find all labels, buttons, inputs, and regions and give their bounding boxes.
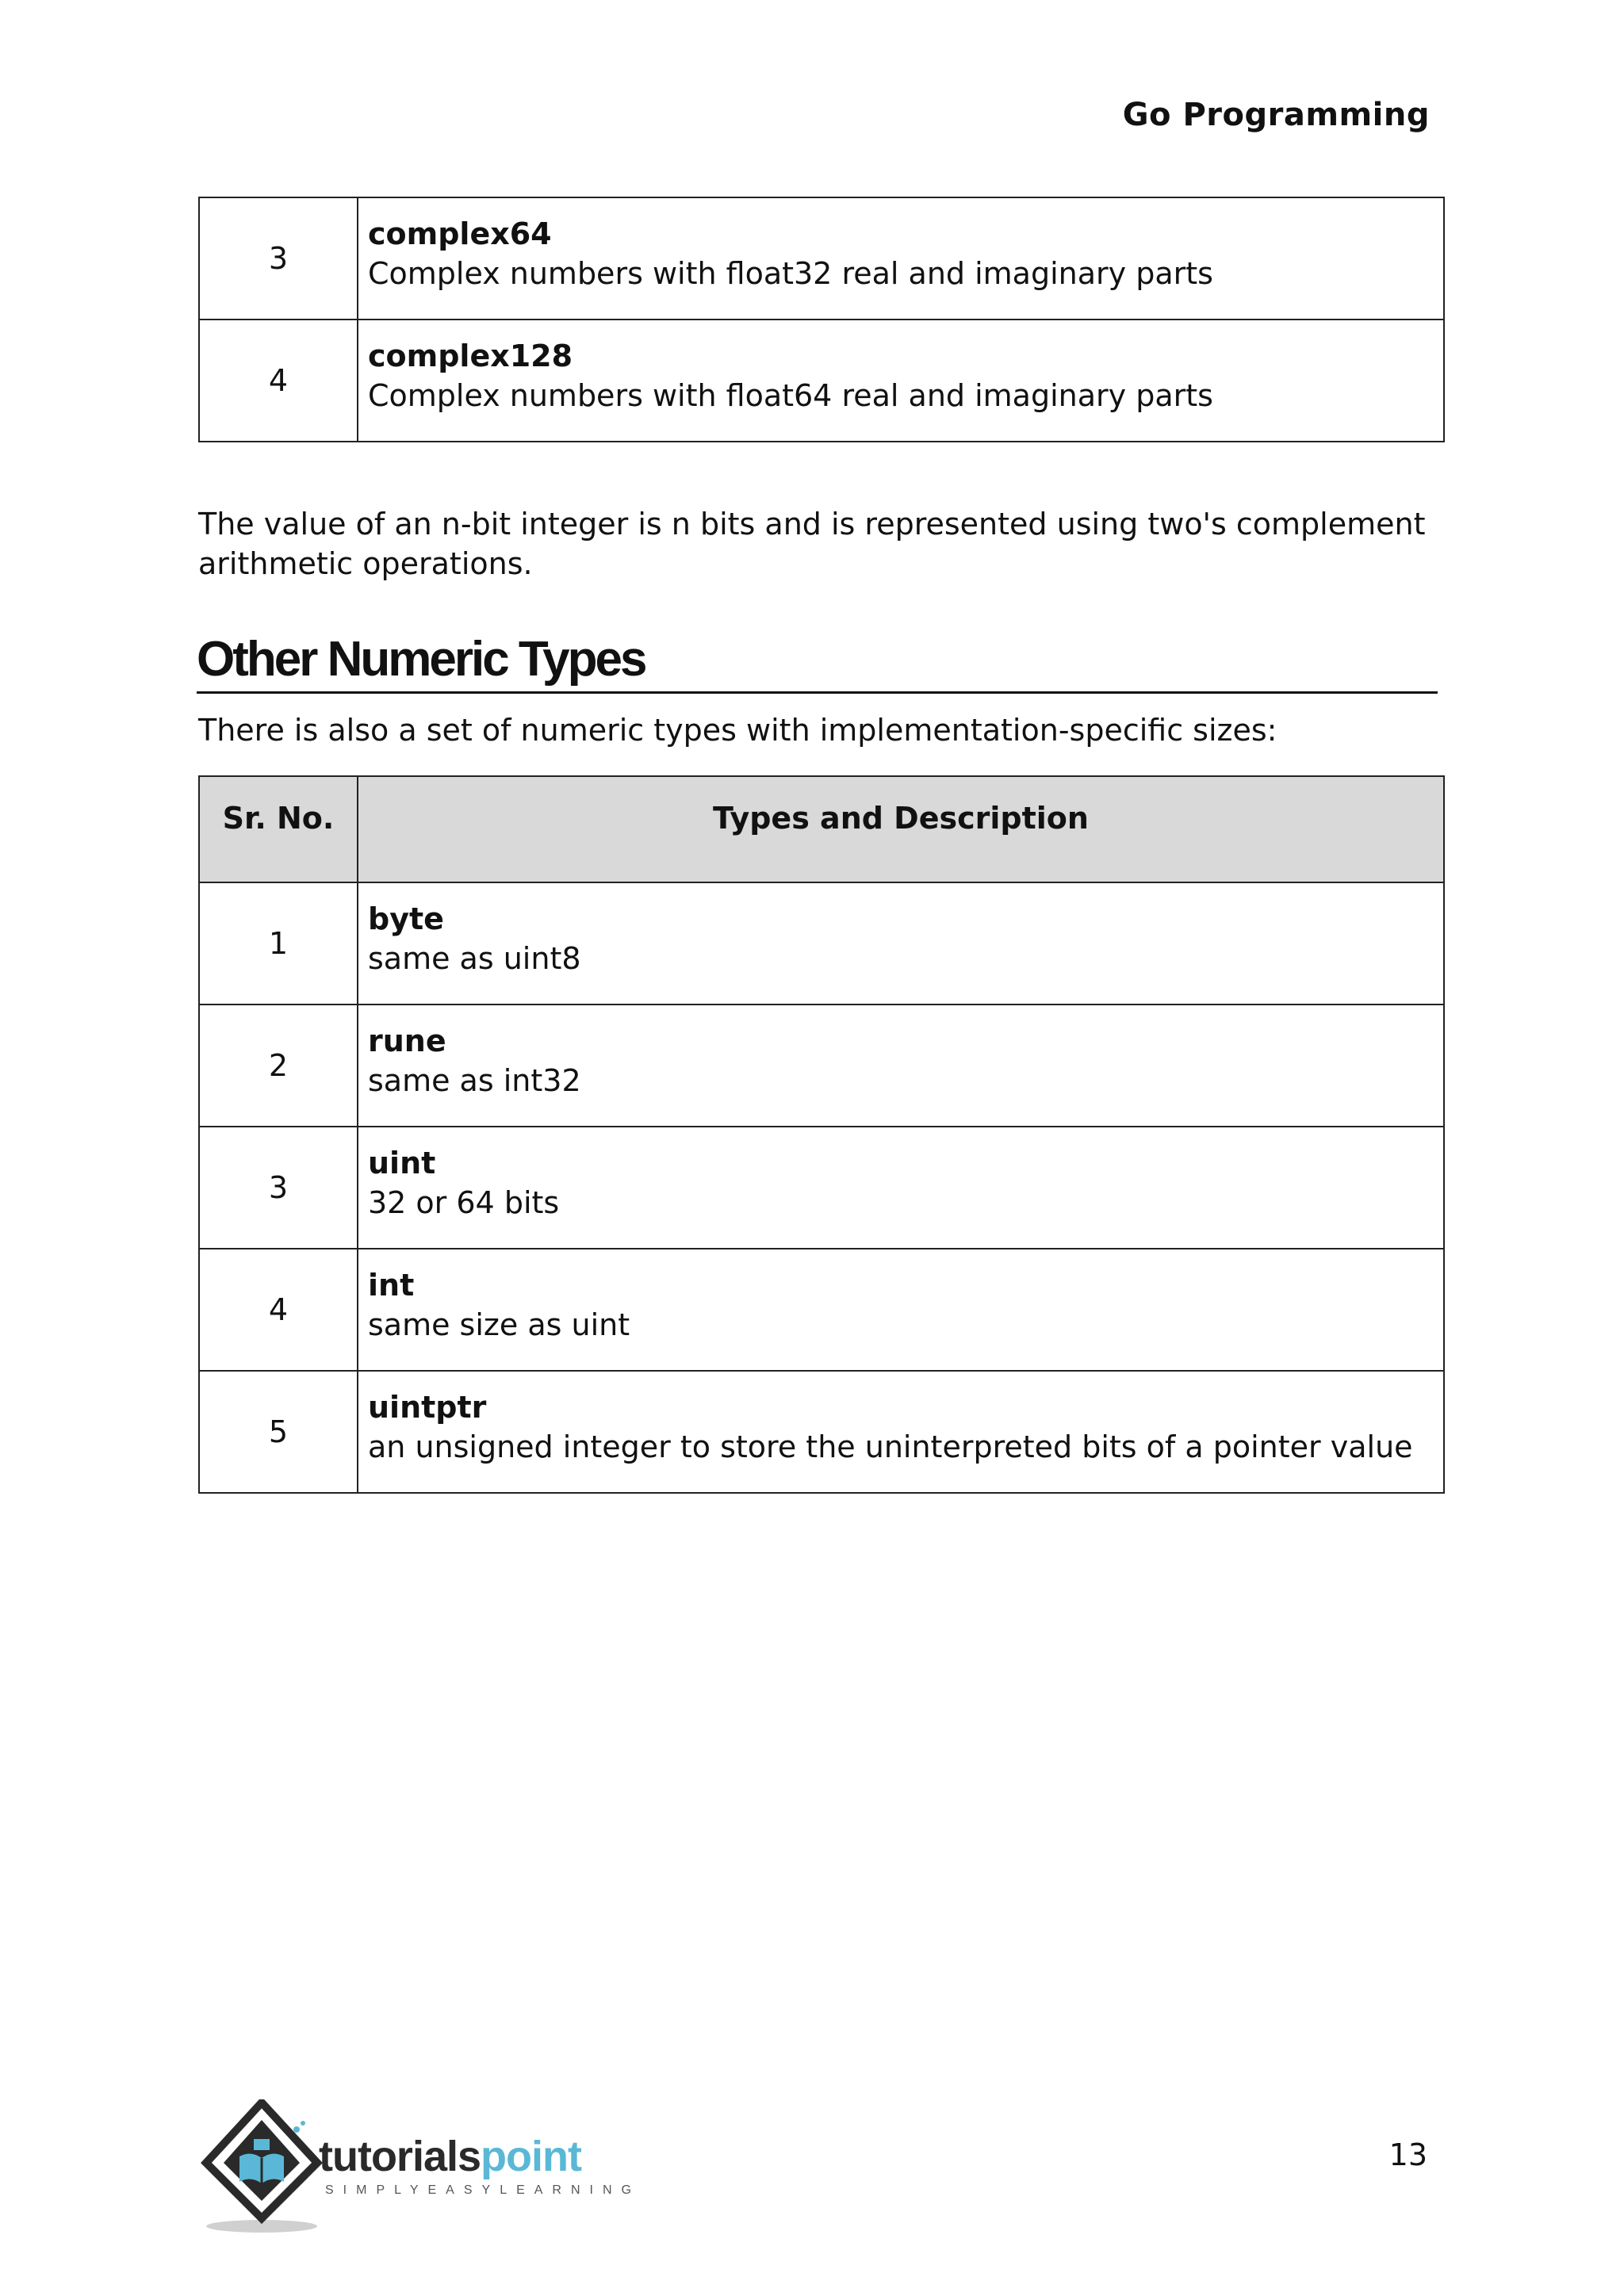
type-name: rune	[368, 1024, 446, 1058]
table-row	[199, 882, 1444, 1004]
type-description: same as int32	[368, 1063, 581, 1098]
column-header-sr-no: Sr. No.	[199, 776, 358, 882]
section-intro: There is also a set of numeric types with implementation-specific sizes:	[198, 713, 1277, 748]
row-number: 3	[199, 1127, 358, 1249]
row-number: 5	[199, 1371, 358, 1493]
type-name: int	[368, 1268, 415, 1303]
type-cell	[358, 320, 1444, 442]
logo-tagline: SIMPLYEASYLEARNING	[325, 2183, 641, 2197]
type-cell	[358, 1127, 1444, 1249]
table-row	[199, 197, 1444, 320]
page-number: 13	[1388, 2137, 1427, 2172]
row-number: 3	[199, 197, 358, 320]
row-number: 4	[199, 1249, 358, 1371]
row-number: 2	[199, 1004, 358, 1127]
type-description: an unsigned integer to store the uninterpreted bits of a pointer value	[368, 1429, 1413, 1464]
type-name: byte	[368, 901, 444, 936]
tutorialspoint-logo	[198, 2099, 642, 2234]
table-row	[199, 320, 1444, 442]
type-description: 32 or 64 bits	[368, 1185, 560, 1220]
logo-wordmark: tutorialspoint	[319, 2133, 581, 2180]
type-name: complex64	[368, 216, 552, 251]
other-numeric-types-table	[198, 775, 1445, 1494]
diamond-book-logo-icon	[198, 2099, 325, 2234]
running-header: Go Programming	[1122, 97, 1430, 133]
type-cell	[358, 1371, 1444, 1493]
type-cell	[358, 197, 1444, 320]
type-cell	[358, 1004, 1444, 1127]
column-header-types: Types and Description	[358, 776, 1444, 882]
table-row	[199, 1004, 1444, 1127]
table-row	[199, 1371, 1444, 1493]
table-header-row	[199, 776, 1444, 882]
row-number: 4	[199, 320, 358, 442]
table-row	[199, 1127, 1444, 1249]
body-paragraph: The value of an n-bit integer is n bits and is represented using two's complement arithmetic operations.	[198, 507, 1426, 581]
type-cell	[358, 1249, 1444, 1371]
section-heading: Other Numeric Types	[197, 628, 1438, 694]
type-description: same as uint8	[368, 941, 581, 976]
table-row	[199, 1249, 1444, 1371]
row-number: 1	[199, 882, 358, 1004]
type-name: complex128	[368, 339, 573, 373]
complex-types-table-continued	[198, 197, 1445, 442]
type-cell	[358, 882, 1444, 1004]
type-description: Complex numbers with float64 real and imaginary parts	[368, 378, 1213, 413]
type-name: uintptr	[368, 1390, 487, 1425]
type-description: Complex numbers with float32 real and imaginary parts	[368, 256, 1213, 291]
type-description: same size as uint	[368, 1307, 630, 1342]
type-name: uint	[368, 1146, 436, 1181]
